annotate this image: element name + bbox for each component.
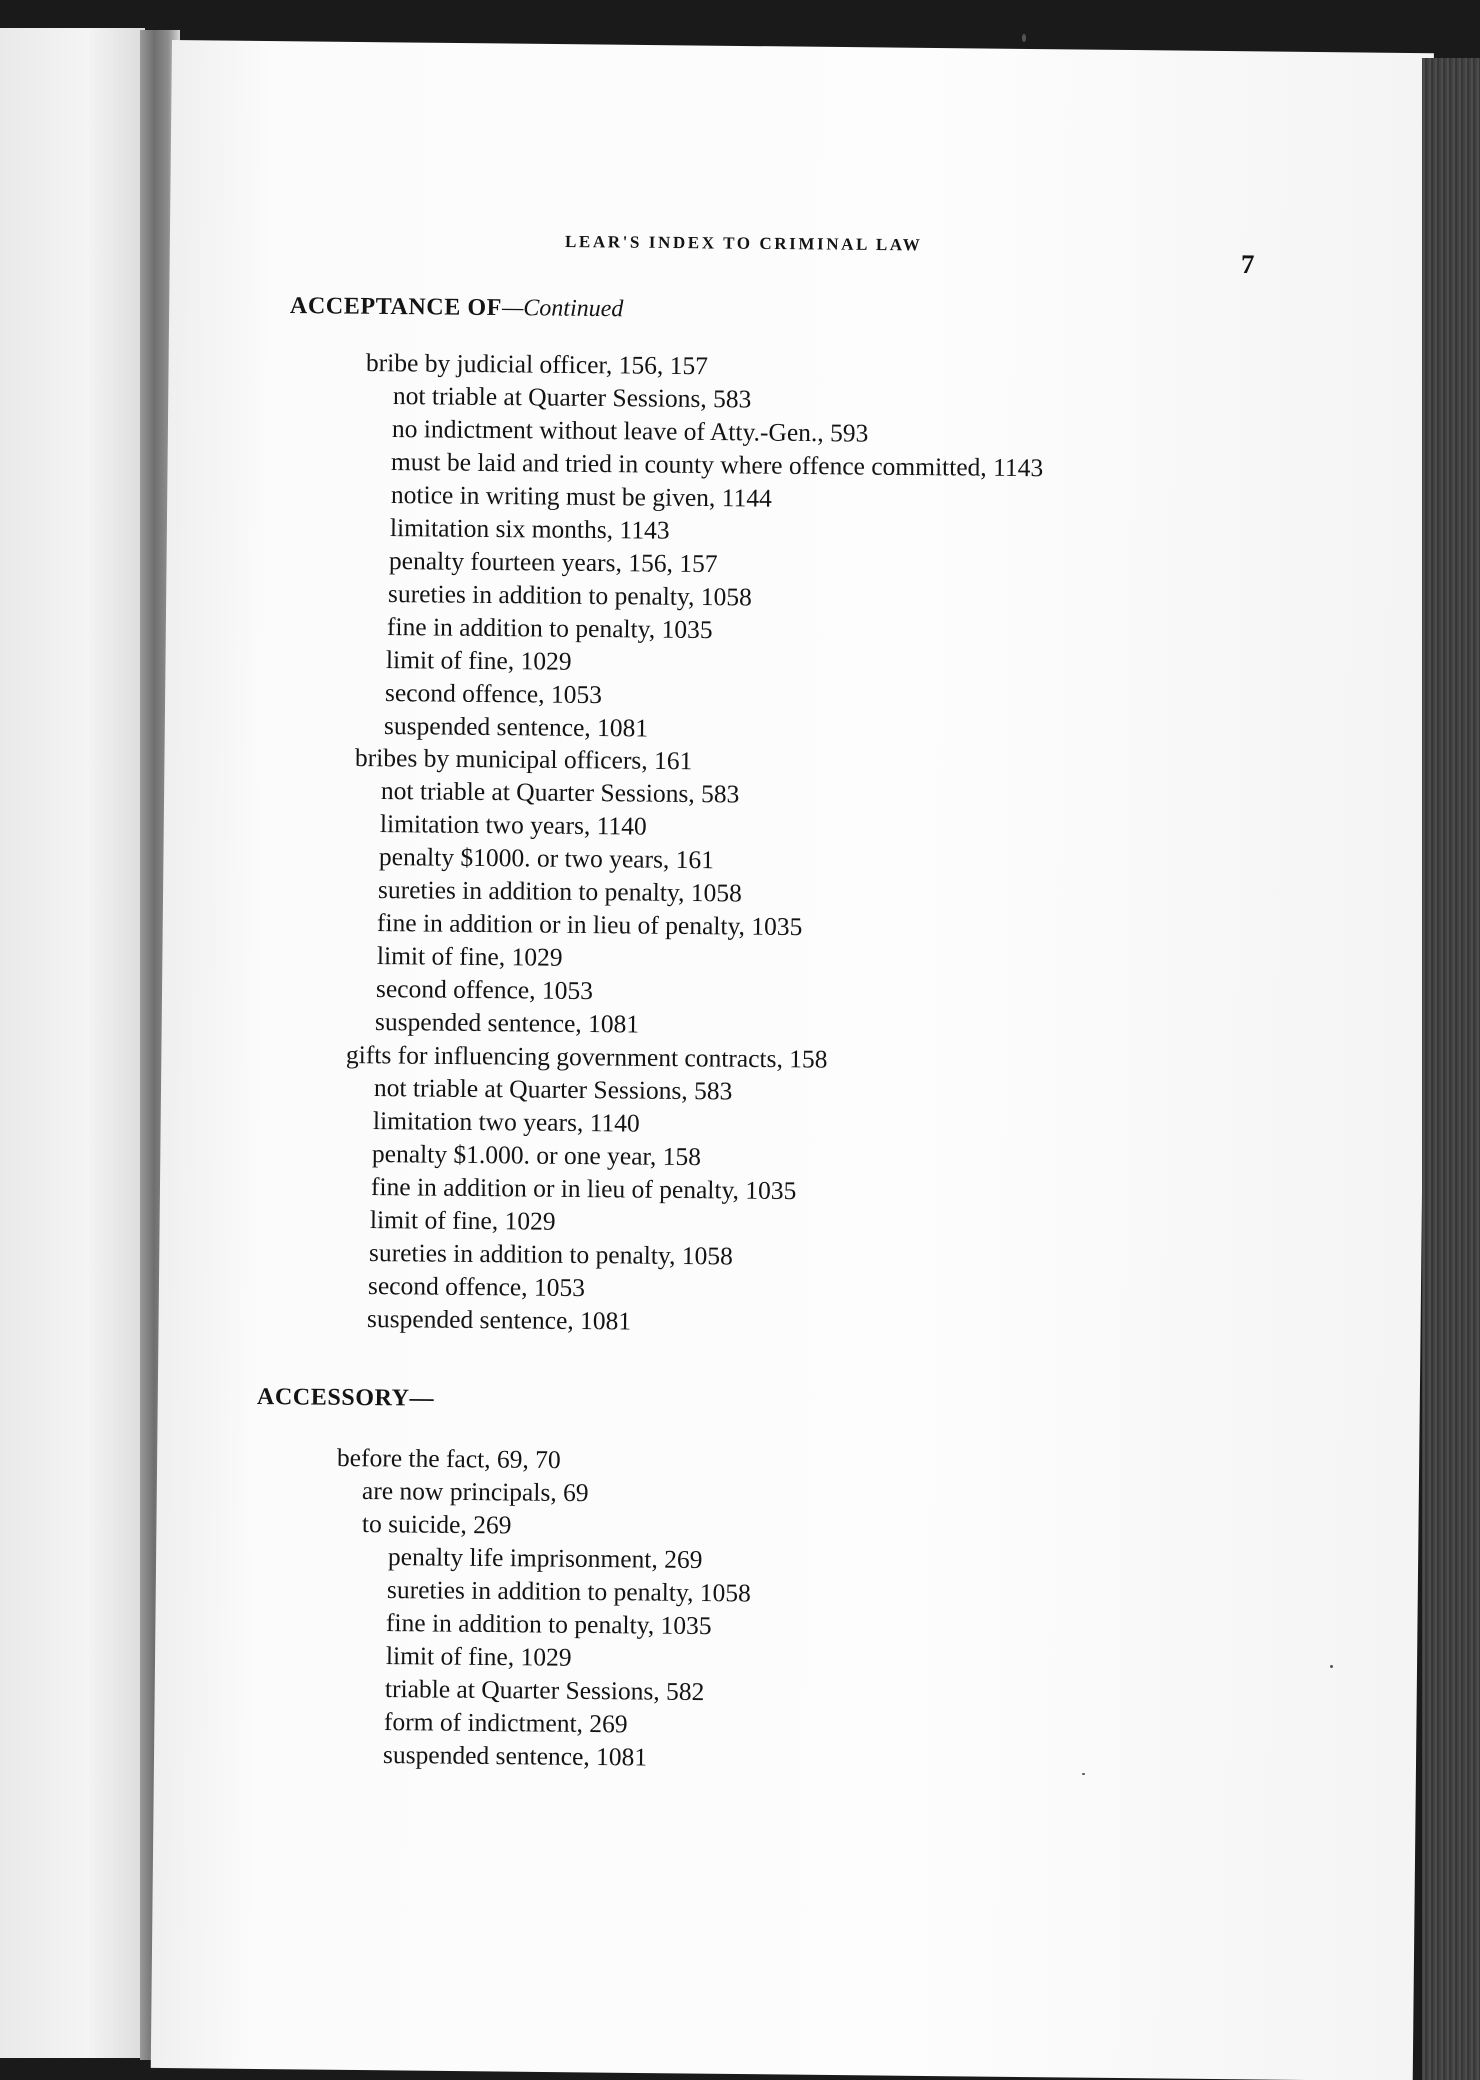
index-line: must be laid and tried in county where offence committed, 1143	[390, 447, 1044, 483]
heading-text: ACCEPTANCE OF	[289, 293, 503, 322]
index-line: sureties in addition to penalty, 1058	[368, 1238, 733, 1271]
dust-speck	[1330, 1665, 1333, 1668]
index-line: suspended sentence, 1081	[383, 711, 649, 743]
index-line: to suicide, 269	[361, 1509, 512, 1540]
dust-speck	[1082, 1773, 1085, 1775]
index-line: fine in addition to penalty, 1035	[385, 1608, 712, 1641]
index-line: bribes by municipal officers, 161	[354, 743, 693, 776]
index-line: limitation six months, 1143	[389, 513, 670, 545]
index-line: gifts for influencing government contracts, 158	[345, 1040, 828, 1074]
index-line: are now principals, 69	[361, 1476, 589, 1508]
index-line: second offence, 1053	[384, 678, 603, 710]
right-page-edges	[1422, 58, 1480, 2080]
index-line: no indictment without leave of Atty.-Gen., 593	[391, 414, 869, 448]
index-line: limitation two years, 1140	[372, 1106, 640, 1138]
index-line: bribe by judicial officer, 156, 157	[365, 348, 709, 381]
index-line: form of indictment, 269	[383, 1707, 628, 1739]
index-line: penalty $1000. or two years, 161	[378, 842, 715, 875]
index-line: fine in addition to penalty, 1035	[386, 612, 713, 645]
page-number: 7	[1240, 249, 1255, 280]
index-line: sureties in addition to penalty, 1058	[377, 875, 742, 908]
index-line: not triable at Quarter Sessions, 583	[392, 381, 752, 414]
index-line: sureties in addition to penalty, 1058	[387, 579, 752, 612]
dust-speck	[1022, 34, 1026, 42]
index-line: penalty life imprisonment, 269	[387, 1542, 703, 1575]
index-line: triable at Quarter Sessions, 582	[384, 1674, 705, 1707]
index-line: limitation two years, 1140	[379, 809, 647, 841]
index-line: fine in addition or in lieu of penalty, 1035	[376, 908, 803, 942]
index-line: notice in writing must be given, 1144	[390, 480, 772, 513]
index-line: not triable at Quarter Sessions, 583	[373, 1073, 733, 1106]
index-line: penalty $1.000. or one year, 158	[371, 1139, 702, 1172]
left-page-edge	[0, 28, 145, 2058]
index-line: second offence, 1053	[367, 1271, 586, 1303]
entry-heading-acceptance	[290, 294, 624, 321]
index-line: suspended sentence, 1081	[366, 1304, 632, 1336]
index-line: limit of fine, 1029	[385, 645, 572, 676]
index-line: fine in addition or in lieu of penalty, 1035	[370, 1172, 797, 1206]
index-line: not triable at Quarter Sessions, 583	[380, 776, 740, 809]
heading-continued: —Continued	[501, 295, 624, 323]
index-line: sureties in addition to penalty, 1058	[386, 1575, 751, 1608]
index-line: penalty fourteen years, 156, 157	[388, 546, 718, 579]
index-line: second offence, 1053	[375, 974, 594, 1006]
index-line: limit of fine, 1029	[376, 941, 563, 972]
index-line: suspended sentence, 1081	[374, 1007, 640, 1039]
index-line: before the fact, 69, 70	[336, 1443, 561, 1475]
entry-heading-accessory: ACCESSORY—	[256, 1384, 435, 1412]
running-title: LEAR'S INDEX TO CRIMINAL LAW	[564, 232, 923, 255]
index-line: limit of fine, 1029	[369, 1205, 556, 1236]
index-line: limit of fine, 1029	[385, 1641, 572, 1672]
index-line: suspended sentence, 1081	[382, 1740, 648, 1772]
